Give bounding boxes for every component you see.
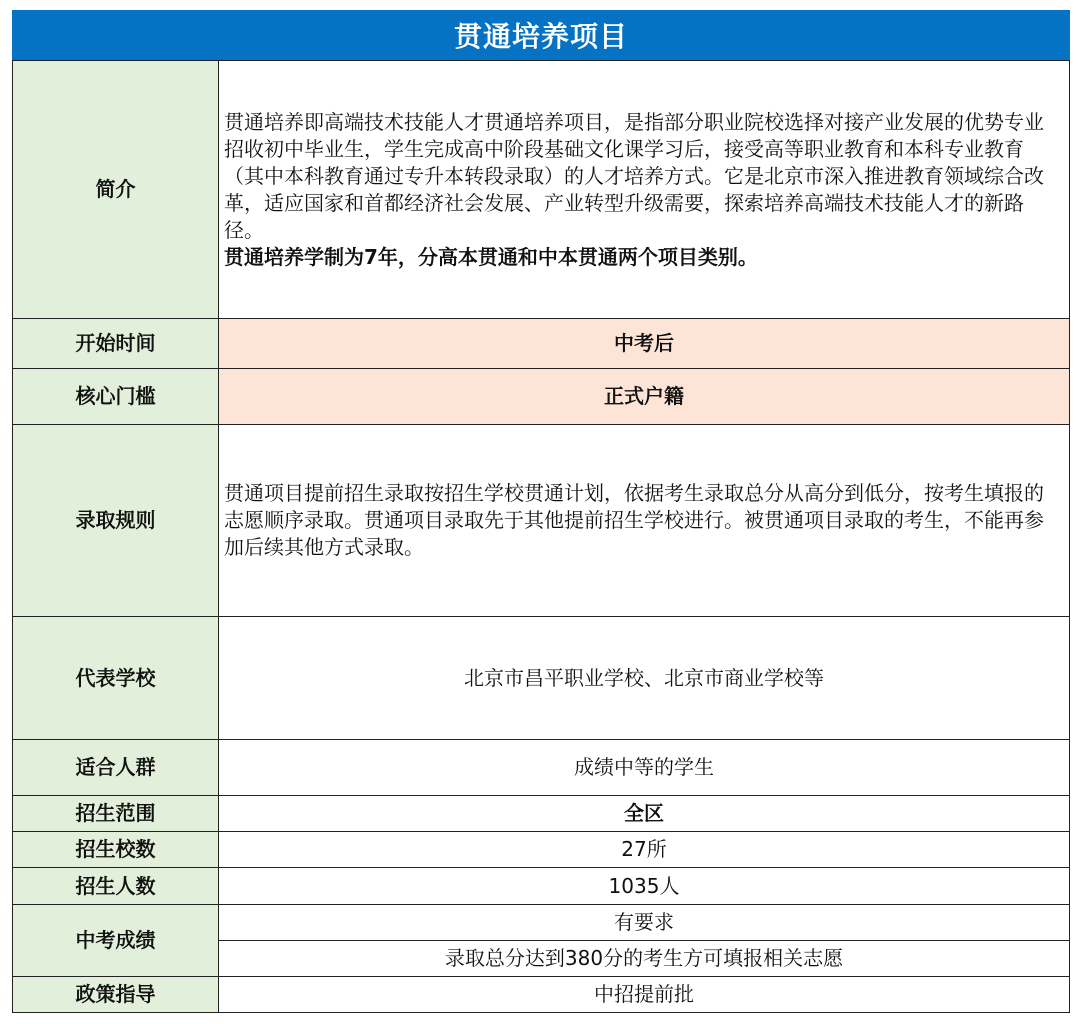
page-title: 贯通培养项目 (12, 10, 1070, 60)
table-row (13, 868, 1070, 905)
schools-value: 北京市昌平职业学校、北京市商业学校等 (219, 617, 1070, 740)
table-row (13, 319, 1070, 369)
audience-value: 成绩中等的学生 (219, 740, 1070, 796)
row-label-schools: 代表学校 (13, 617, 219, 740)
row-label-admission-rules: 录取规则 (13, 425, 219, 617)
admission-rules-text: 贯通项目提前招生录取按招生学校贯通计划，依据考生录取总分从高分到低分，按考生填报的志愿顺序录取。贯通项目录取先于其他提前招生学校进行。被贯通项目录取的考生，不能再参加后续其他方式录取。 (224, 481, 1044, 559)
table-row (13, 832, 1070, 868)
policy-value: 中招提前批 (219, 977, 1070, 1013)
row-label-school-count: 招生校数 (13, 832, 219, 868)
table-row (13, 977, 1070, 1013)
table-row (13, 61, 1070, 319)
exam-score-detail: 录取总分达到380分的考生方可填报相关志愿 (219, 941, 1070, 977)
intro-emphasis: 贯通培养学制为7年，分高本贯通和中本贯通两个项目类别。 (224, 244, 758, 269)
start-time-value: 中考后 (219, 319, 1070, 369)
school-count-value: 27所 (219, 832, 1070, 868)
admission-rules-cell (219, 425, 1070, 617)
table-row (13, 905, 1070, 941)
row-label-audience: 适合人群 (13, 740, 219, 796)
threshold-value: 正式户籍 (219, 369, 1070, 425)
table-row (13, 425, 1070, 617)
row-label-student-count: 招生人数 (13, 868, 219, 905)
exam-score-requirement: 有要求 (219, 905, 1070, 941)
info-table (12, 60, 1070, 1013)
row-label-exam-score: 中考成绩 (13, 905, 219, 977)
table-row (13, 796, 1070, 832)
row-label-policy: 政策指导 (13, 977, 219, 1013)
row-label-scope: 招生范围 (13, 796, 219, 832)
scope-value: 全区 (219, 796, 1070, 832)
row-label-start-time: 开始时间 (13, 319, 219, 369)
table-row (13, 617, 1070, 740)
row-label-intro: 简介 (13, 61, 219, 319)
intro-text: 贯通培养即高端技术技能人才贯通培养项目，是指部分职业院校选择对接产业发展的优势专业招收初中毕业生，学生完成高中阶段基础文化课学习后，接受高等职业教育和本科专业教育（其中本科教育通过专升本转段录取）的人才培养方式。它是北京市深入推进教育领域综合改革，适应国家和首都经济社会发展、产业转型升级需要，探索培养高端技术技能人才的新路径。 (224, 109, 1044, 242)
table-row (13, 740, 1070, 796)
row-label-threshold: 核心门槛 (13, 369, 219, 425)
table-row (13, 369, 1070, 425)
student-count-value: 1035人 (219, 868, 1070, 905)
intro-cell (219, 61, 1070, 319)
